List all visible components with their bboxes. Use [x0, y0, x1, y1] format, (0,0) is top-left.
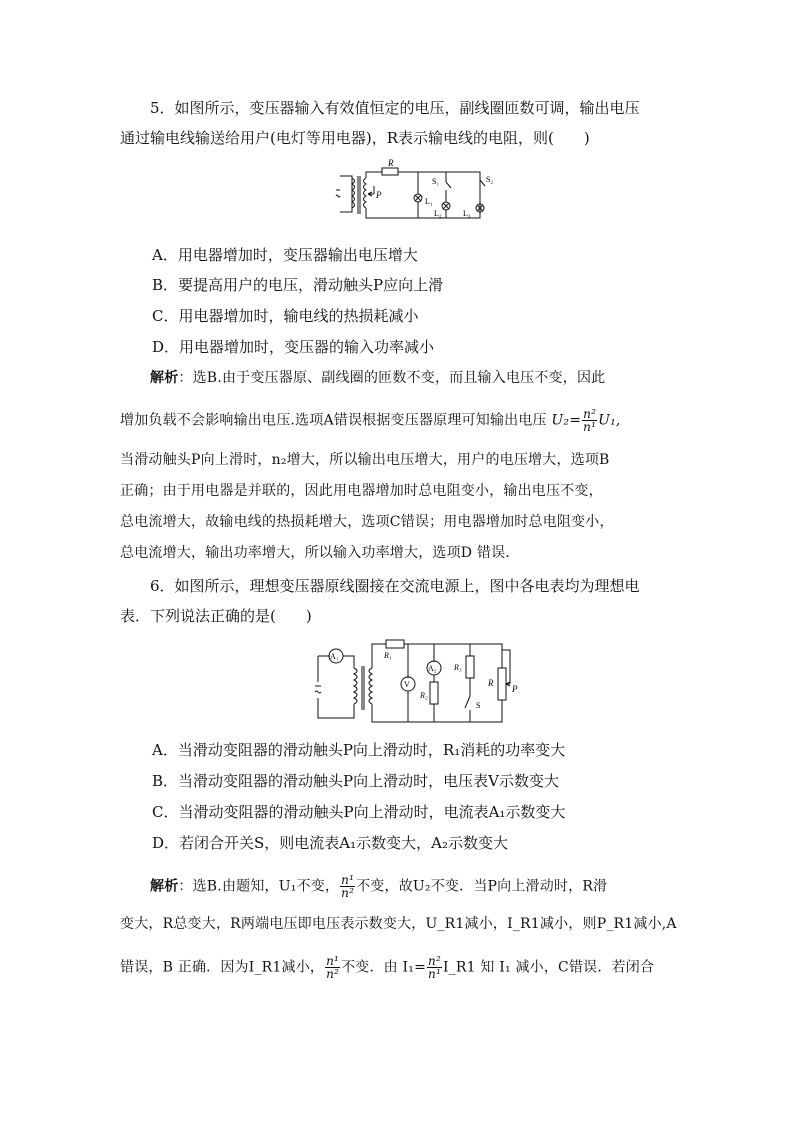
q5-label-P: P — [376, 190, 382, 200]
q5-analysis-line-5: 总电流增大，故输电线的热损耗增大，选项C错误；用电器增加时总电阻变小， — [120, 514, 614, 530]
q5-label-L3: L₃ — [463, 209, 471, 218]
q5-label-S2: S₂ — [486, 175, 494, 184]
q5-option-a: A．用电器增加时，变压器输出电压增大 — [152, 246, 418, 264]
q6-circuit-diagram — [312, 638, 522, 734]
q6-stem-line-1: 6．如图所示，理想变压器原线圈接在交流电源上，图中各电表均为理想电 — [150, 577, 640, 595]
q5-analysis-line-3: 当滑动触头P向上滑时，n₂增大，所以输出电压增大，用户的电压增大，选项B — [120, 452, 610, 468]
q6-label-R2: R₂ — [420, 691, 428, 700]
q5-circuit-diagram — [330, 158, 500, 234]
q6-label-P: P — [512, 684, 518, 694]
q5-stem-line-2: 通过输电线输送给用户(电灯等用电器)，R表示输电线的电阻，则( ) — [120, 129, 590, 147]
q5-analysis-line-6: 总电流增大，输出功率增大，所以输入功率增大，选项D 错误. — [120, 545, 510, 561]
q5-label-L1: L₁ — [425, 197, 433, 206]
q6-fraction-2: $\frac{\text{n¹}}{\text{n²}}$ — [326, 954, 340, 981]
q6-label-R1: R₁ — [384, 651, 392, 660]
q6-fraction-3: $\frac{\text{n²}}{\text{n¹}}$ — [428, 954, 441, 981]
q6-analysis-line-1: 解析：选B.由题知，U₁不变， $\frac{\text{n¹}}{\text{n²}}$ 不变，故U₂不变．当P向上滑动时，R滑 — [150, 873, 608, 900]
q5-analysis-line-4: 正确；由于用电器是并联的，因此用电器增加时总电阻变小，输出电压不变， — [120, 483, 603, 499]
q6-analysis-label: 解析 — [150, 878, 179, 895]
q6-fraction-1: $\frac{\text{n¹}}{\text{n²}}$ — [341, 873, 355, 900]
q6-label-S: S — [476, 701, 481, 710]
q6-label-R: R — [488, 678, 494, 688]
q5-analysis-label: 解析 — [150, 370, 179, 386]
q6-option-b: B．当滑动变阻器的滑动触头P向上滑动时，电压表V示数变大 — [152, 772, 559, 790]
q5-option-b: B．要提高用户的电压，滑动触头P应向上滑 — [152, 276, 444, 294]
q6-label-A2: A₂ — [428, 664, 437, 673]
q5-label-S1: S₁ — [432, 177, 440, 186]
q6-analysis-line-3: 错误，B 正确．因为I_R1减小， $\frac{\text{n¹}}{\text{n²}}$ 不变．由 I₁= $\frac{\text{n²}}{\text{n¹}}$ I_R1 知 I₁ 减小，C错误．若闭合 — [120, 954, 655, 981]
q6-option-a: A．当滑动变阻器的滑动触头P向上滑动时，R₁消耗的功率变大 — [152, 741, 566, 759]
q5-analysis-line-1: 解析：选B.由于变压器原、副线圈的匝数不变，而且输入电压不变，因此 — [150, 370, 606, 386]
q6-option-d: D．若闭合开关S，则电流表A₁示数变大，A₂示数变大 — [152, 834, 508, 852]
q6-label-A1: A₁ — [330, 652, 339, 661]
q5-analysis-line-2: 增加负载不会影响输出电压.选项A错误根据变压器原理可知输出电压 U₂= $\frac{\text{n²}}{\text{n¹}}$ U₁, — [120, 407, 621, 434]
q5-option-d: D．用电器增加时，变压器的输入功率减小 — [152, 338, 435, 356]
q5-label-L2: L₂ — [434, 209, 442, 218]
q6-label-V: V — [404, 680, 410, 689]
q5-label-R: R — [388, 158, 394, 168]
q6-label-R3: R₃ — [454, 663, 462, 672]
q6-option-c: C．当滑动变阻器的滑动触头P向上滑动时，电流表A₁示数变大 — [152, 803, 566, 821]
q6-stem-line-2: 表．下列说法正确的是( ) — [120, 607, 312, 625]
q5-fraction: $\frac{\text{n²}}{\text{n¹}}$ — [583, 407, 597, 434]
q5-option-c: C．用电器增加时，输电线的热损耗减小 — [152, 307, 419, 325]
q6-analysis-line-2: 变大，R总变大，R两端电压即电压表示数变大，U_R1减小，I_R1减小，则P_R1减小,A — [120, 916, 677, 932]
q5-stem-line-1: 5．如图所示，变压器输入有效值恒定的电压，副线圈匝数可调，输出电压 — [150, 99, 640, 117]
